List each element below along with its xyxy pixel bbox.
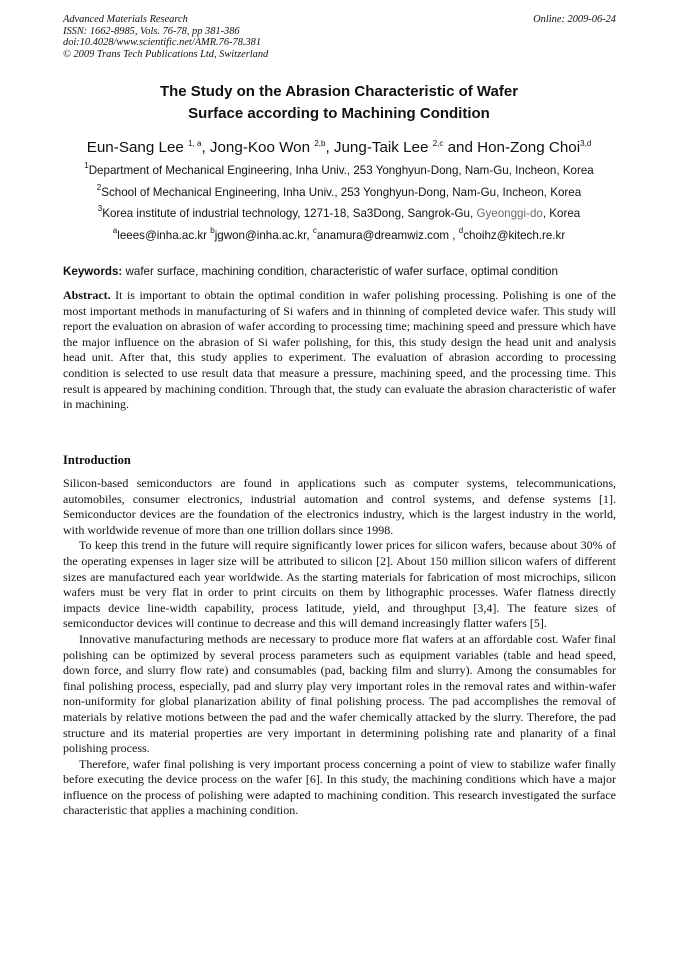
journal-header <box>63 14 616 60</box>
author-separator: , <box>201 139 210 156</box>
journal-doi: doi:10.4028/www.scientific.net/AMR.76-78.381 <box>63 37 262 49</box>
author-list <box>30 138 648 158</box>
affiliation-2 <box>30 183 648 200</box>
affiliation-text: Korea institute of industrial technology, 1271-18, Sa3Dong, Sangrok-Gu, <box>102 207 477 220</box>
title-line-2: Surface according to Machining Condition <box>188 105 490 122</box>
abstract <box>63 288 616 413</box>
email-address: jgwon@inha.ac.kr, <box>214 229 313 242</box>
paper-title <box>40 81 638 125</box>
author-sup: 1, a <box>188 139 202 148</box>
author-name: Eun-Sang Lee <box>86 139 184 156</box>
body-paragraph: Innovative manufacturing methods are necessary to produce more flat wafers at an affordable cost. Wafer final polishing can be optimized by several process parameters such as equipment variables (table and head speed, down force, and slurry flow rate) and consumables (pad, backing film and slurry). Among the consumables for final polishing process, especially, pad and slurry play very important roles in the removal rates and within-wafer non-uniformity for global planarization ability of final polishing process. The pad accomplishes the removal of materials by relative motions between the pad and the wafer chemically attacked by the slurry. Therefore, the pad structure and its material properties are very important in determining polishing rate and planarity of a final polishing process. <box>63 631 616 756</box>
body-paragraph: Therefore, wafer final polishing is very important process concerning a point of view to stabilize wafer finally before executing the device process on the wafer [6]. In this study, the machining conditions which have a major influence on the process of polishing were adapted to machining condition. This research investigated the surface characteristic that applies a machining condition. <box>63 756 616 818</box>
author-name: Jong-Koo Won <box>209 139 311 156</box>
email-sup: d <box>458 226 464 235</box>
affiliation-1 <box>30 161 648 178</box>
email-address: leees@inha.ac.kr <box>117 229 211 242</box>
affiliation-sup: 2 <box>96 183 102 192</box>
author-name: Jung-Taik Lee <box>333 139 429 156</box>
journal-copyright: © 2009 Trans Tech Publications Ltd, Switzerland <box>63 48 269 60</box>
keywords <box>63 265 616 279</box>
email-address: anamura@dreamwiz.com , <box>316 229 459 242</box>
title-line-1: The Study on the Abrasion Characteristic of Wafer <box>159 83 519 100</box>
email-address: choihz@kitech.re.kr <box>463 229 566 242</box>
section-heading-introduction: Introduction <box>63 453 131 467</box>
affiliation-sup: 1 <box>84 161 89 170</box>
email-sup: c <box>312 226 317 235</box>
abstract-paragraph <box>63 288 616 413</box>
affiliation-text: Department of Mechanical Engineering, Inha Univ., 253 Yonghyun-Dong, Nam-Gu, Incheon, Korea <box>88 164 594 177</box>
author-and: and <box>443 139 478 156</box>
affiliation-text: School of Mechanical Engineering, Inha Univ., 253 Yonghyun-Dong, Nam-Gu, Incheon, Korea <box>101 186 582 199</box>
body-paragraph: Silicon-based semiconductors are found in applications such as computer systems, telecommunications, automobiles, consumer electronics, industrial automation and control systems, and defense systems [1]. Semiconductor devices are the foundation of the electronics industry, which is the largest industry in the world, with worldwide revenue of more than one trillion dollars since 1998. <box>63 476 616 537</box>
journal-name: Advanced Materials Research <box>63 14 188 25</box>
author-separator: , <box>325 139 334 156</box>
email-sup: a <box>112 226 118 235</box>
affiliation-sup: 3 <box>97 204 103 213</box>
keywords-label: Keywords: <box>63 265 123 278</box>
abstract-text: It is important to obtain the optimal condition in wafer polishing processing. Polishing is one of the most important methods in manufacturing of Si wafers and in thinning of completed device wafer. This study will report the evaluation on abrasion of wafer according to processing time; machining speed and pressure which have the major influence on the abrasion of Si wafer polishing, for this, this study design the head unit and analysis head unit. After that, this study applies to experiment. The evaluation of abrasion according to processing condition is selected to use result data that measure a pressure, machining speed, and the processing time. This result is appeared by machining condition. Through that, the study can evaluate the abrasion characteristic of wafer in machining. <box>63 288 616 412</box>
online-date: Online: 2009-06-24 <box>533 14 616 25</box>
affiliation-3 <box>30 204 648 221</box>
affiliation-region: Gyeonggi-do <box>476 207 543 220</box>
affiliation-country: , Korea <box>542 207 581 220</box>
author-name: Hon-Zong Choi <box>477 139 581 156</box>
keywords-text: wafer surface, machining condition, characteristic of wafer surface, optimal condition <box>122 265 558 278</box>
author-sup: 2,c <box>432 139 444 148</box>
body-paragraph: To keep this trend in the future will require significantly lower prices for silicon wafers, because about 30% of the operating expenses in lager size will be attributed to silicon [2]. About 150 million silicon wafers of different sizes are manufactured each year worldwide. As the starting materials for fabrication of most microchips, silicon wafers must be very flat in order to print circuits on them by lithographic processes. Wafer flatness directly impacts device line-width capability, process latitude, yield, and throughput [3,4]. The feature sizes of semiconductor devices will continue to decrease and this will demand increasingly flatter wafers [5]. <box>63 538 616 631</box>
author-sup: 2,b <box>314 139 326 148</box>
email-sup: b <box>210 226 215 235</box>
author-sup: 3,d <box>580 139 592 148</box>
email-list <box>30 226 648 243</box>
abstract-label: Abstract. <box>63 288 111 302</box>
introduction-body <box>63 476 616 819</box>
journal-issn: ISSN: 1662-8985, Vols. 76-78, pp 381-386 <box>63 25 240 37</box>
